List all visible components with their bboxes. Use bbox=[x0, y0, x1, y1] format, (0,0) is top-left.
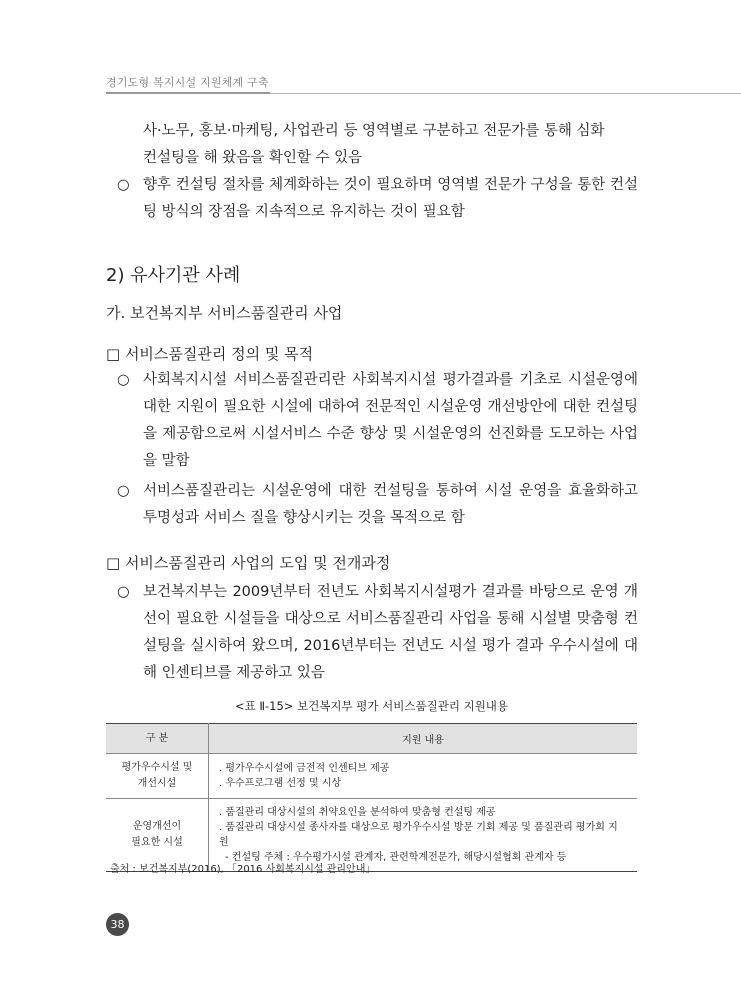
circle-bullet-icon: ○ bbox=[117, 372, 130, 388]
intro-line-1: 사·노무, 홍보·마케팅, 사업관리 등 영역별로 구분하고 전문가를 통해 심화 bbox=[143, 123, 605, 139]
category-line: 운영개선이 bbox=[132, 821, 182, 832]
block1-bullet-2-text: 서비스품질관리는 시설운영에 대한 컨설팅을 통하여 시설 운영을 효율화하고 투명성과 서비스 질을 향상시키는 것을 목적으로 함 bbox=[143, 483, 638, 526]
section-heading: 2) 유사기관 사례 bbox=[106, 265, 241, 286]
block2-title: □ 서비스품질관리 사업의 도입 및 전개과정 bbox=[106, 554, 391, 572]
block2-bullet-1-text: 보건복지부는 2009년부터 전년도 사회복지시설평가 결과를 바탕으로 운영 개선이 필요한 시설들을 대상으로 서비스품질관리 사업을 통해 시설별 맞춤형 컨설팅을 실시하여 왔으며, 2016년부터는 전년도 시설 평가 결과 우수시설에 대해 인센티브를 제공하고 있음 bbox=[143, 584, 638, 681]
circle-bullet-icon: ○ bbox=[117, 483, 130, 499]
category-line: 개선시설 bbox=[137, 778, 177, 789]
subsection-heading: 가. 보건복지부 서비스품질관리 사업 bbox=[106, 304, 343, 322]
category-line: 필요한 시설 bbox=[131, 837, 183, 848]
intro-bullet-text: 향후 컨설팅 절차를 체계화하는 것이 필요하며 영역별 전문가 구성을 통한 컨설팅 방식의 장점을 지속적으로 유지하는 것이 필요함 bbox=[143, 177, 638, 220]
table-header-row bbox=[106, 724, 637, 754]
content-item: . 우수프로그램 선정 및 시상 bbox=[219, 778, 342, 789]
header-rule-accent bbox=[106, 92, 270, 94]
table-row bbox=[106, 754, 637, 799]
content-item: . 품질관리 대상시설 종사자를 대상으로 평가우수시설 방문 기회 제공 및 품질관리 평가회 지원 bbox=[219, 822, 618, 848]
category-line: 평가우수시설 및 bbox=[121, 762, 193, 773]
content-item: . 품질관리 대상시설의 취약요인을 분석하여 맞춤형 컨설팅 제공 bbox=[219, 807, 496, 818]
content-item: . 평가우수시설에 금전적 인센티브 제공 bbox=[219, 763, 390, 774]
circle-bullet-icon: ○ bbox=[117, 584, 130, 600]
header-rule bbox=[270, 93, 741, 94]
table-header-category: 구 분 bbox=[106, 724, 209, 754]
page-number: 38 bbox=[106, 913, 129, 936]
table-caption: <표 Ⅱ-15> 보건복지부 평가 서비스품질관리 지원내용 bbox=[234, 699, 509, 713]
table-source: 출처 : 보건복지부(2016), 「2016 사회복지시설 관리안내」 bbox=[110, 864, 376, 875]
table-header-content: 지원 내용 bbox=[209, 724, 638, 754]
running-header: 경기도형 복지시설 지원체계 구축 bbox=[106, 76, 269, 89]
support-table bbox=[106, 723, 637, 872]
block1-bullet-1-text: 사회복지시설 서비스품질관리란 사회복지시설 평가결과를 기초로 시설운영에 대한 지원이 필요한 시설에 대하여 전문적인 시설운영 개선방안에 대한 컨설팅을 제공함으로써 시설서비스 수준 향상 및 시설운영의 선진화를 도모하는 사업을 말함 bbox=[143, 372, 638, 469]
circle-bullet-icon: ○ bbox=[117, 177, 130, 193]
block1-title: □ 서비스품질관리 정의 및 목적 bbox=[106, 345, 314, 363]
intro-line-2: 컨설팅을 해 왔음을 확인할 수 있음 bbox=[143, 150, 363, 166]
content-item: - 컨설팅 주체 : 우수평가시설 관계자, 관련학계전문가, 해당시설협회 관계자 등 bbox=[225, 852, 567, 863]
table-row-category bbox=[106, 754, 209, 799]
table-row-content bbox=[209, 754, 638, 799]
